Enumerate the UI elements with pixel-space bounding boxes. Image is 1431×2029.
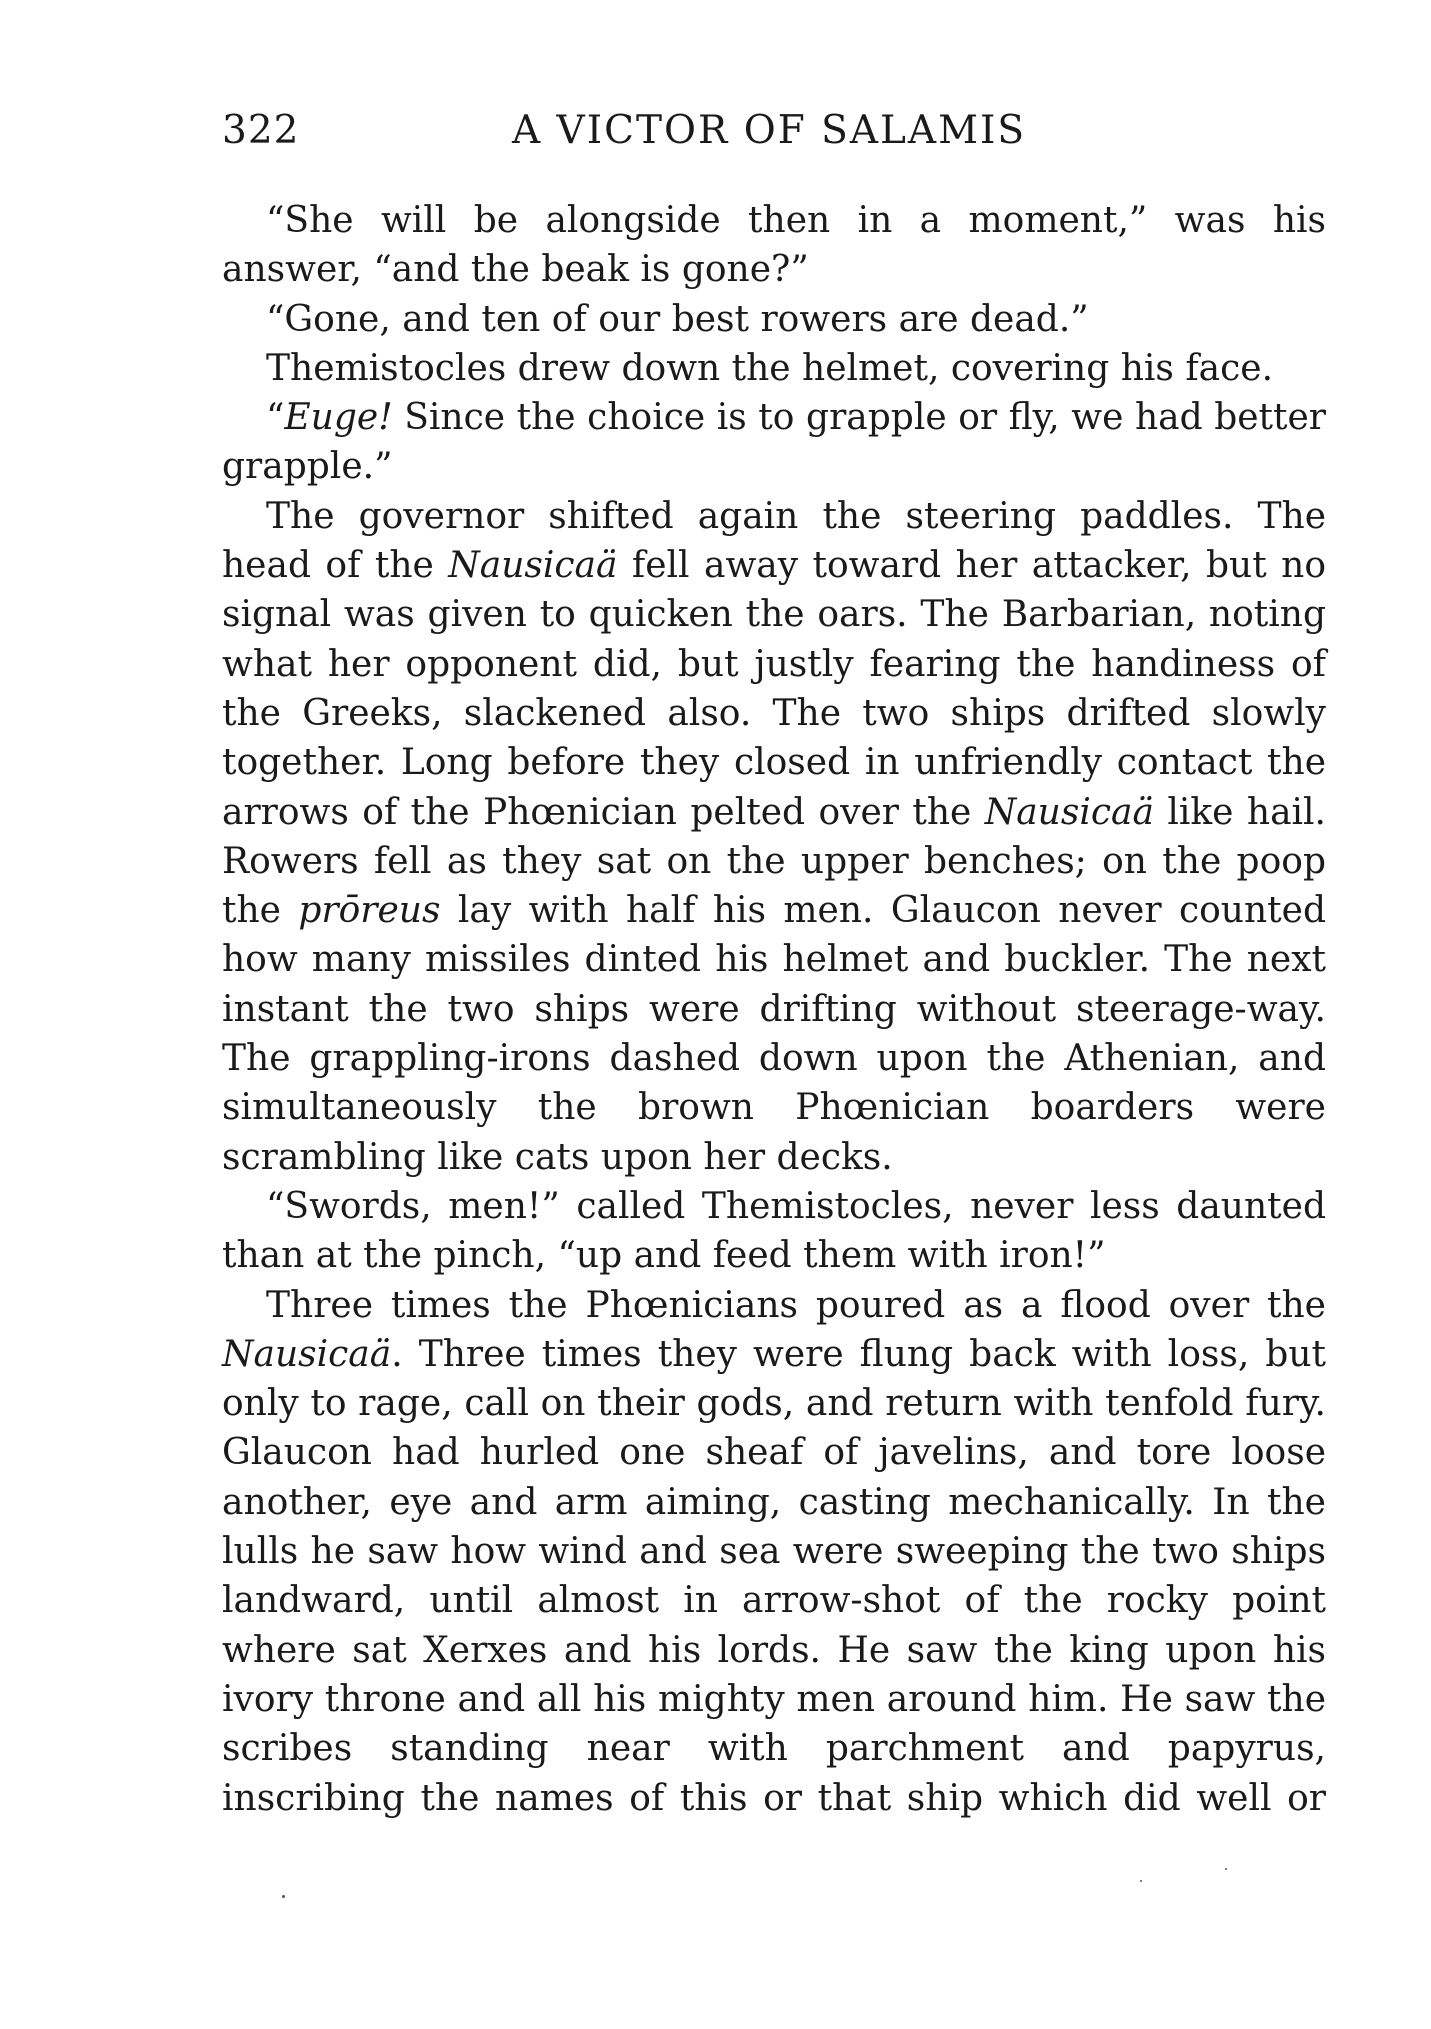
text-run: like hail. Rowers fell as they sat on the upper benches; on the poop the [222,791,1326,932]
text-run: . Three times they were flung back with loss, but only to rage, call on their gods, and return with tenfold fury. Glaucon had hurled one sheaf of javelins, and tore loose another, eye and arm aiming, casting mechanically. In the lulls he saw how wind and sea were sweeping the two ships landward, until almost in arrow-shot of the rocky point where sat Xerxes and his lords. He saw the king upon his ivory throne and all his mighty men around him. He saw the scribes standing near with parchment and papyrus, inscribing the names of this or that ship which did well or [222,1333,1326,1819]
paper-speck [1140,1880,1142,1882]
paragraph: “She will be alongside then in a moment,” was his answer, “and the beak is gone?” [222,200,1326,291]
greek-term: prōreus [298,890,441,932]
running-title: A VICTOR OF SALAMIS [512,108,1027,153]
text-run: “ [266,397,285,439]
paragraph [222,492,1326,1182]
paper-speck [1225,1868,1227,1870]
paper-speck [282,1895,285,1898]
text-run: Three times the Phœnicians poured as a flood over the [266,1284,1326,1326]
text-run: lay with half his men. Glaucon never counted how many missiles dinted his helmet and buckler. The next instant the two ships were drifting without steerage-way. The grappling-irons dashed down upon the Athenian, and simultaneously the brown Phœnician boarders were scrambling like cats upon her decks. [222,890,1326,1178]
italic-exclamation: Euge! [284,397,393,439]
page-number: 322 [222,108,300,153]
ship-name: Nausicaä [984,791,1154,833]
page-header [222,108,1326,164]
paragraph [222,1281,1326,1823]
text-run: fell away toward her attacker, but no signal was given to quicken the oars. The Barbarian, noting what her opponent did, but justly fearing the handiness of the Greeks, slackened also. The two ships drifted slowly together. Long before they closed in unfriendly contact the arrows of the Phœnician pelted over the [222,545,1326,833]
ship-name: Nausicaä [222,1333,392,1375]
paragraph [222,393,1326,492]
paragraph: “Gone, and ten of our best rowers are dead.” [266,298,1089,340]
text-run: Since the choice is to grapple or fly, we had better grapple.” [222,397,1326,488]
paragraph: “Swords, men!” called Themistocles, never less daunted than at the pinch, “up and feed them with iron!” [222,1185,1326,1277]
paragraph: Themistocles drew down the helmet, covering his face. [266,347,1274,389]
body-text [222,196,1326,1823]
ship-name: Nausicaä [448,545,618,587]
text-run: The governor shifted again the steering paddles. The head of the [222,495,1326,587]
